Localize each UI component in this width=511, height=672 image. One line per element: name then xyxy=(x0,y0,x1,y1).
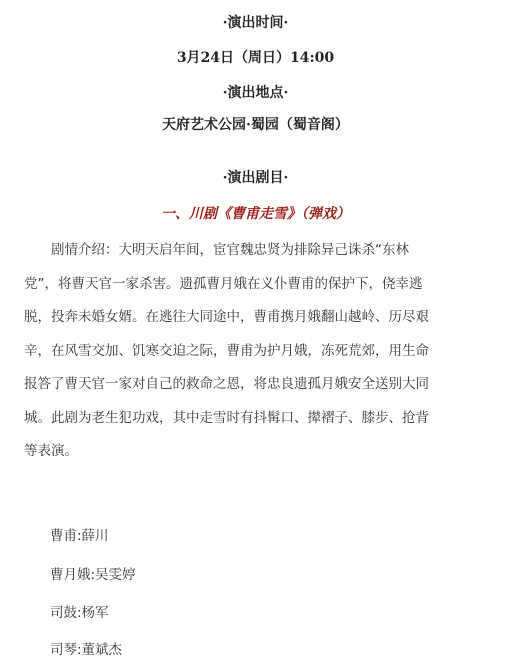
synopsis-line: 辛，在风雪交加、饥寒交迫之际，曹甫为护月娥，冻死荒郊，用生命 xyxy=(24,342,429,359)
cast-item: 司琴:董斌杰 xyxy=(50,642,123,658)
cast-item: 曹甫:薛川 xyxy=(50,528,109,544)
synopsis-line: 城。此剧为老生犯功戏，其中走雪时有抖髯口、撵褶子、膝步、抢背 xyxy=(24,409,429,426)
program-title: 一、川剧《曹甫走雪》（弹戏） xyxy=(161,206,350,222)
synopsis-line: 报答了曹天官一家对自己的救命之恩，将忠良遗孤月娥安全送别大同 xyxy=(24,376,429,392)
synopsis-line: 等表演。 xyxy=(24,443,78,459)
cast-item: 司鼓:杨军 xyxy=(50,605,109,621)
place-value: 天府艺术公园·蜀园（蜀音阁） xyxy=(162,117,349,133)
place-heading: ·演出地点· xyxy=(222,85,289,101)
synopsis-line: 脱，投奔未婚女婿。在逃往大同途中，曹甫携月娥翻山越岭、历尽艰 xyxy=(24,309,429,325)
program-heading: ·演出剧目· xyxy=(222,170,289,186)
time-value: 3月24日（周日）14:00 xyxy=(176,50,335,66)
cast-item: 曹月娥:吴雯婷 xyxy=(50,567,136,583)
synopsis xyxy=(24,234,486,469)
time-heading: ·演出时间· xyxy=(222,15,289,31)
synopsis-line: 党”，将曹天官一家杀害。遗孤曹月娥在义仆曹甫的保护下，侥幸逃 xyxy=(24,275,423,292)
synopsis-line: 剧情介绍：大明天启年间，宦官魏忠贤为排除异己诛杀“东林 xyxy=(51,242,409,258)
